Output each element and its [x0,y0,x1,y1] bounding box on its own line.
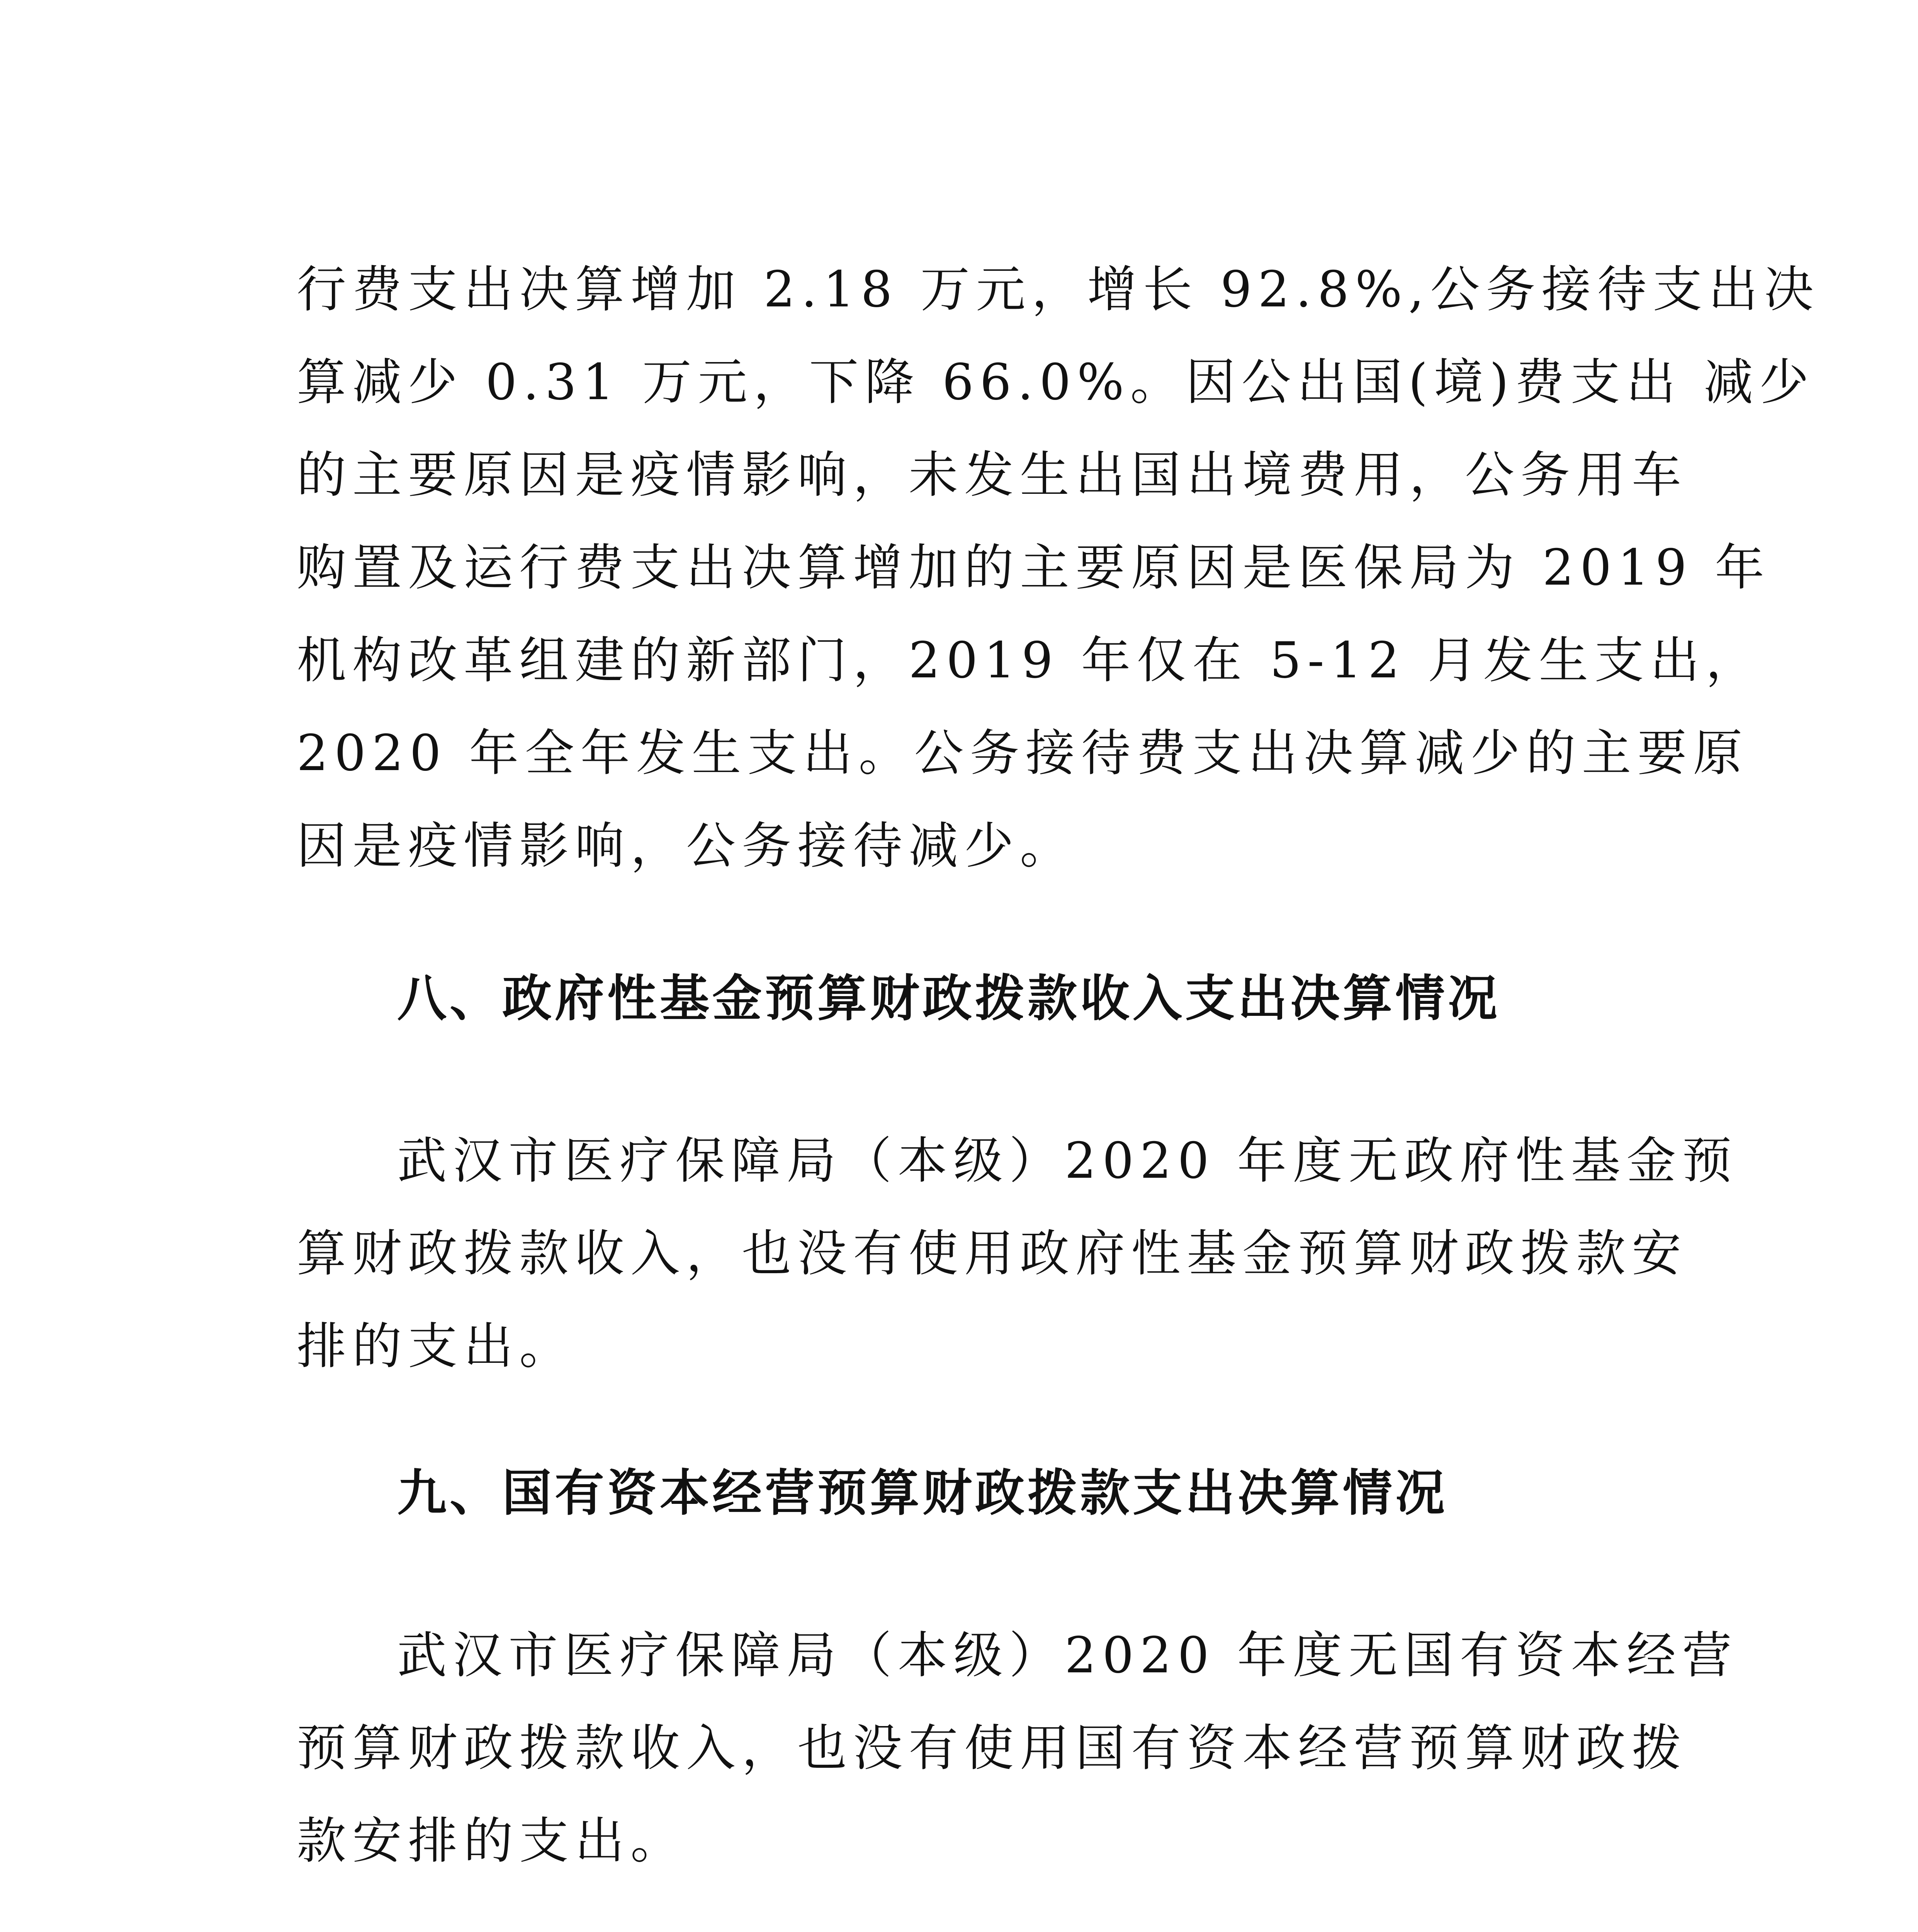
paragraph-line: 机构改革组建的新部门，2019 年仅在 5-12 月发生支出， [297,632,1762,689]
paragraph-line: 排的支出。 [297,1318,575,1375]
section-heading-8: 八、政府性基金预算财政拨款收入支出决算情况 [397,970,1501,1027]
paragraph-line: 的主要原因是疫情影响，未发生出国出境费用，公务用车 [297,446,1688,504]
section-heading-9: 九、国有资本经营预算财政拨款支出决算情况 [397,1464,1448,1522]
paragraph-line: 2020 年全年发生支出。公务接待费支出决算减少的主要原 [297,724,1749,782]
paragraph-line: 武汉市医疗保障局（本级）2020 年度无国有资本经营 [397,1627,1738,1684]
paragraph-line: 购置及运行费支出决算增加的主要原因是医保局为 2019 年 [297,539,1771,597]
paragraph-line: 行费支出决算增加 2.18 万元，增长 92.8%,公务接待支出决 [297,261,1820,318]
paragraph-line: 算减少 0.31 万元，下降 66.0%。因公出国(境)费支出 减少 [297,354,1815,411]
paragraph-line: 武汉市医疗保障局（本级）2020 年度无政府性基金预 [397,1132,1738,1190]
paragraph-line: 因是疫情影响，公务接待减少。 [297,817,1076,875]
paragraph-line: 预算财政拨款收入，也没有使用国有资本经营预算财政拨 [297,1719,1688,1777]
paragraph-line: 算财政拨款收入，也没有使用政府性基金预算财政拨款安 [297,1225,1688,1282]
paragraph-line: 款安排的支出。 [297,1812,686,1870]
